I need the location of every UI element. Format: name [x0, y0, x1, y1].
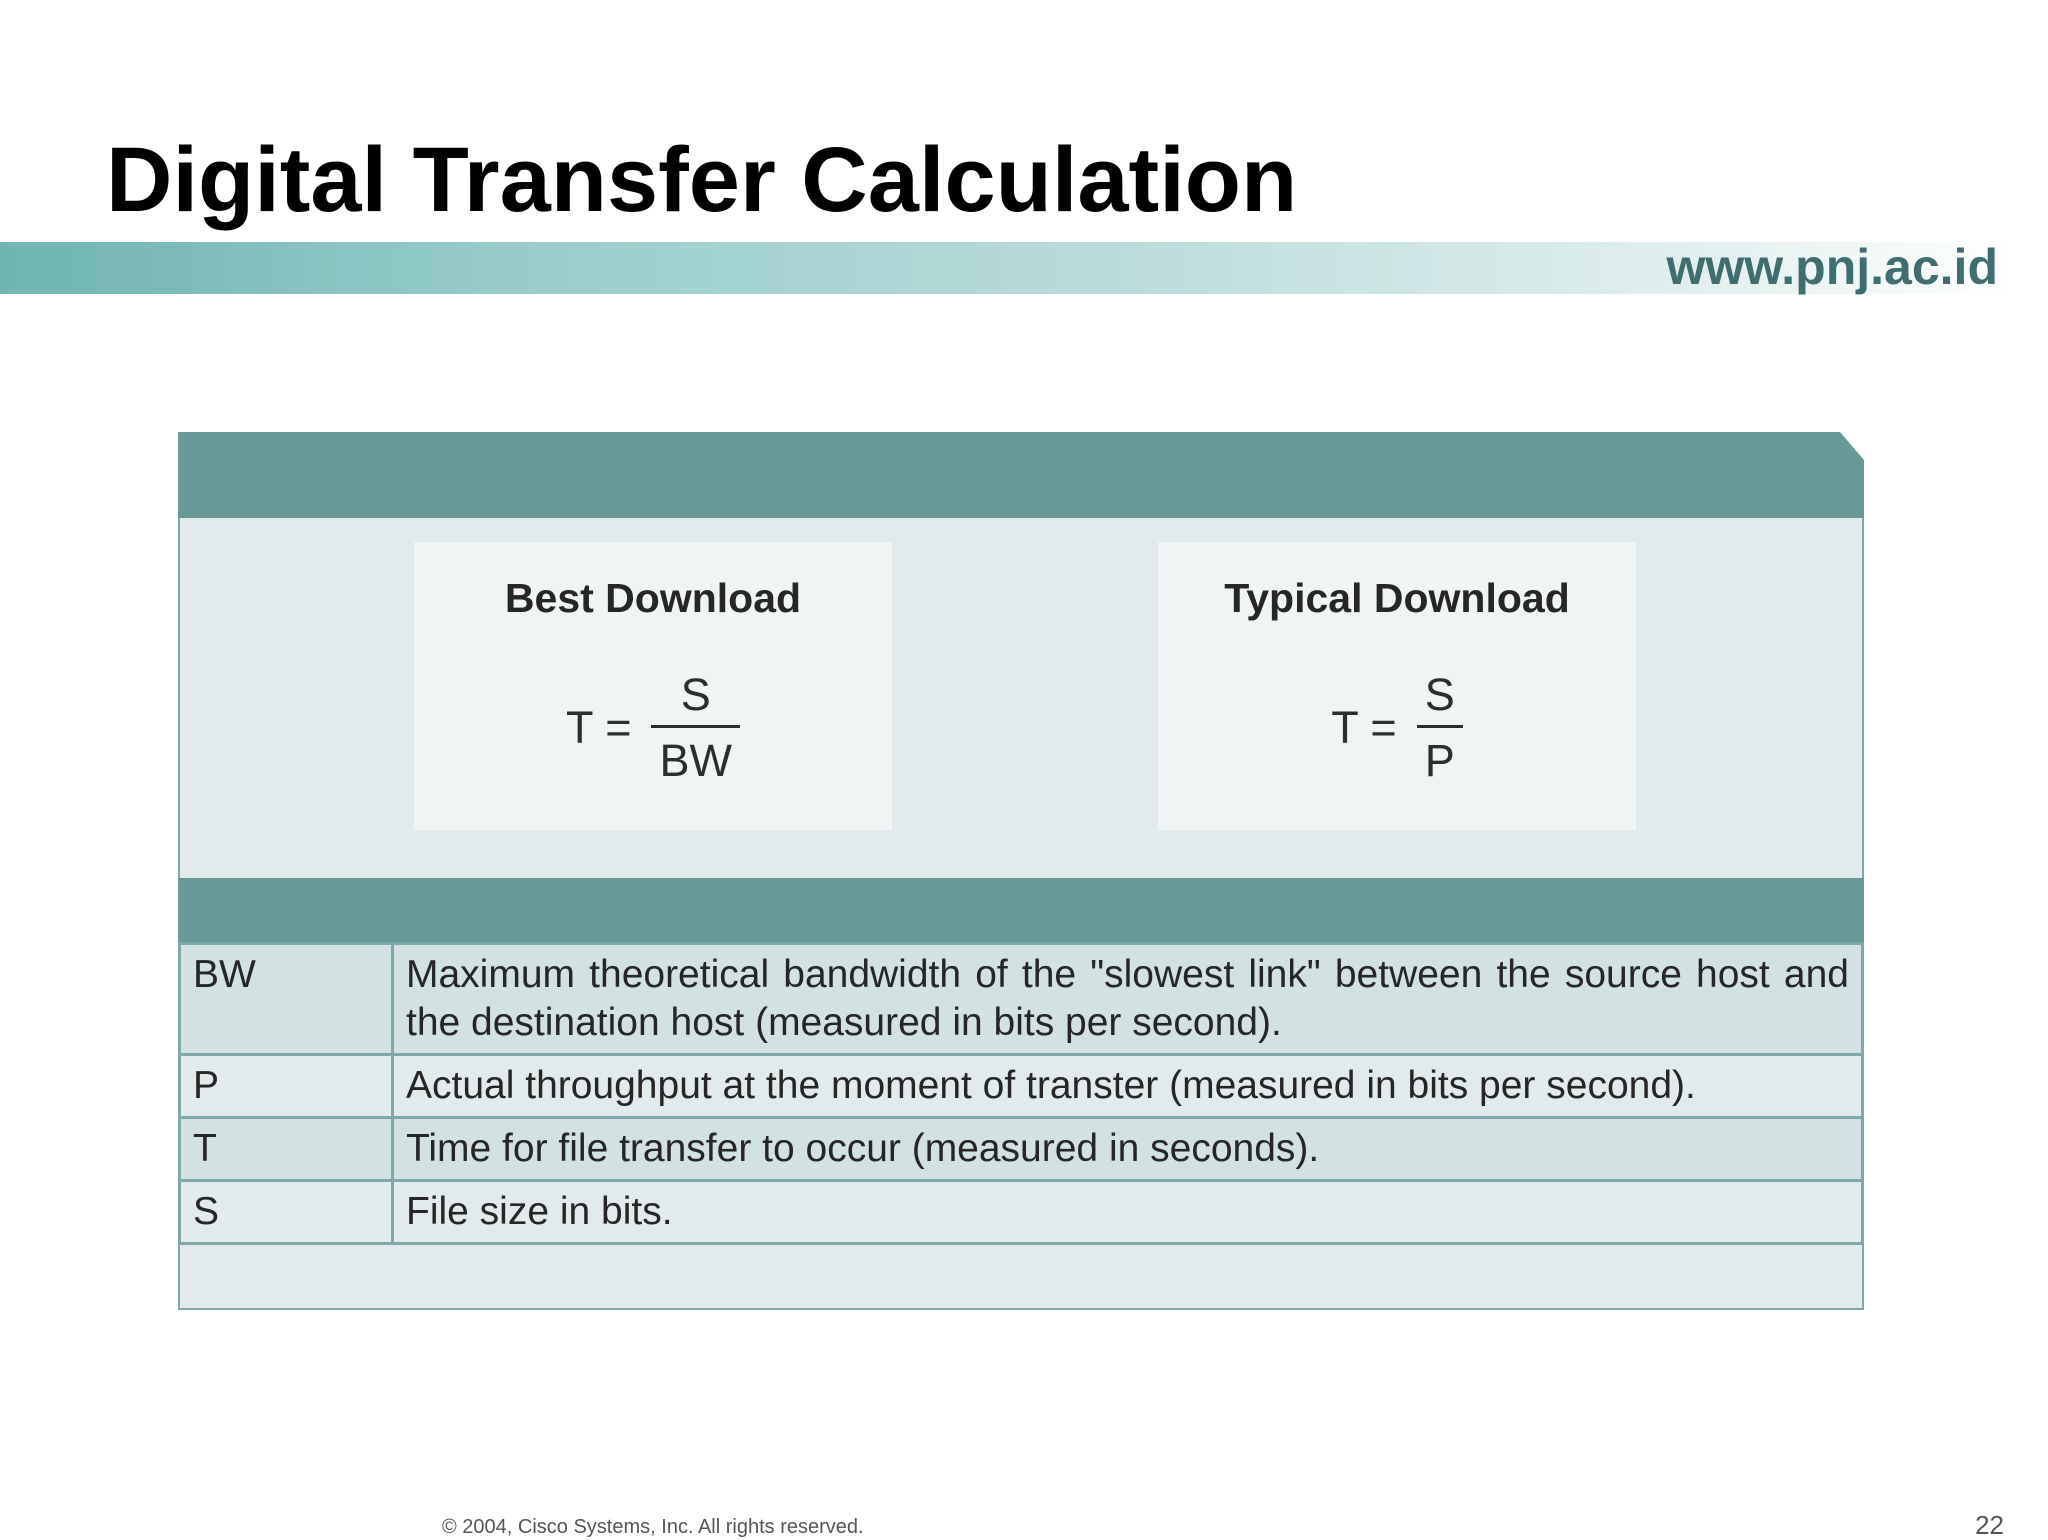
typical-download-formula: [1158, 669, 1636, 786]
fraction: [651, 669, 740, 786]
fraction-numerator: S: [1424, 669, 1455, 720]
legend-symbol: P: [180, 1055, 393, 1118]
page-number: 22: [1975, 1510, 2004, 1540]
fraction-numerator: S: [680, 669, 711, 720]
best-download-formula: [414, 669, 892, 786]
fraction-denominator: BW: [659, 735, 732, 786]
formula-lhs: T =: [1331, 701, 1397, 753]
footer-copyright: © 2004, Cisco Systems, Inc. All rights reserved.: [442, 1516, 864, 1538]
best-download-card: [414, 542, 892, 830]
legend-description: Time for file transfer to occur (measured in seconds).: [393, 1118, 1863, 1181]
legend-description: Maximum theoretical bandwidth of the "slowest link" between the source host and the destination host (measured in bits per second).: [393, 944, 1863, 1055]
typical-download-heading: Typical Download: [1224, 575, 1570, 621]
fraction: [1417, 669, 1463, 786]
fraction-line: [1417, 725, 1463, 728]
table-row: [180, 1055, 1863, 1118]
table-row: [180, 1118, 1863, 1181]
legend-description: File size in bits.: [393, 1181, 1863, 1244]
legend-header-bar: [178, 878, 1864, 942]
fraction-line: [651, 725, 740, 728]
typical-download-card: [1158, 542, 1636, 830]
table-row: [180, 1181, 1863, 1244]
legend-table: [178, 942, 1864, 1245]
table-row: [180, 944, 1863, 1055]
fraction-denominator: P: [1424, 735, 1455, 786]
panel-header-bar: [178, 432, 1864, 518]
slide-title: Digital Transfer Calculation: [106, 129, 1298, 231]
formula-table-panel: [178, 432, 1864, 1310]
site-url: www.pnj.ac.id: [1666, 239, 1998, 295]
legend-symbol: T: [180, 1118, 393, 1181]
legend-symbol: S: [180, 1181, 393, 1244]
legend-description: Actual throughput at the moment of transter (measured in bits per second).: [393, 1055, 1863, 1118]
formula-lhs: T =: [566, 701, 632, 753]
best-download-heading: Best Download: [504, 575, 802, 621]
legend-symbol: BW: [180, 944, 393, 1055]
